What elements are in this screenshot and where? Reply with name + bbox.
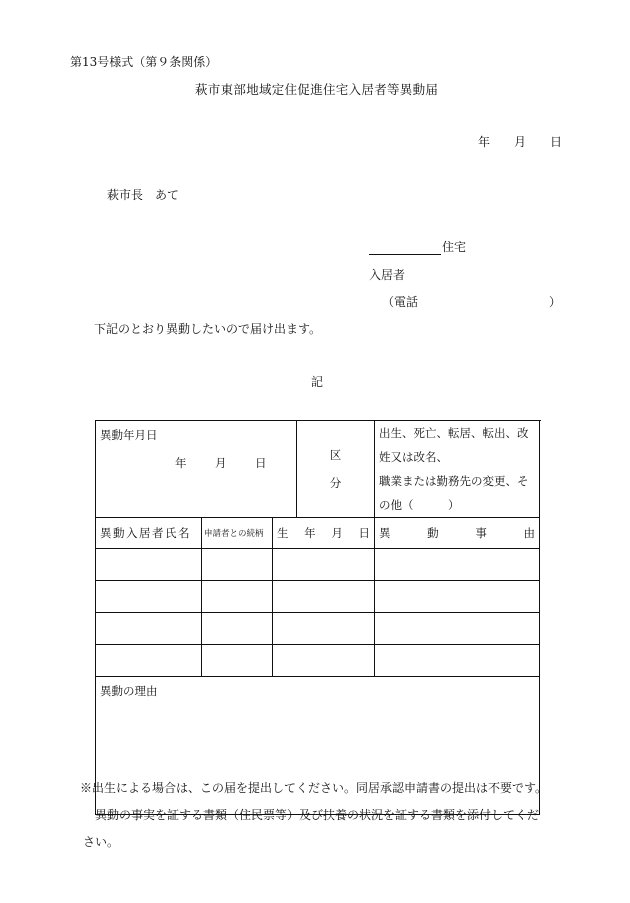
cell-birth[interactable] — [273, 613, 375, 645]
reason-3: 事 — [475, 526, 487, 540]
reason-1: 異 — [379, 526, 391, 540]
change-table — [95, 420, 540, 815]
header-row — [96, 518, 540, 549]
intro-text: 下記のとおり異動したいので届け出ます。 — [94, 322, 322, 336]
birth-d: 日 — [358, 526, 370, 540]
date-row — [96, 421, 540, 518]
cell-name[interactable] — [96, 581, 202, 613]
kubun-1: 区 — [329, 448, 342, 462]
date-line: 年 月 日 — [478, 135, 563, 149]
date-cell[interactable] — [96, 421, 297, 518]
kubun-options[interactable] — [375, 421, 540, 518]
birth-y: 年 — [304, 526, 316, 540]
housing-blank — [369, 242, 441, 255]
date-y: 年 — [175, 456, 187, 470]
document-title: 萩市東部地域定住促進住宅入居者等異動届 — [195, 82, 439, 97]
phone-close: ） — [549, 295, 562, 309]
cell-birth[interactable] — [273, 549, 375, 581]
cell-relation[interactable] — [202, 581, 273, 613]
cell-reason[interactable] — [375, 581, 540, 613]
cell-reason[interactable] — [375, 613, 540, 645]
birth-sei: 生 — [277, 526, 289, 540]
kubun-2: 分 — [329, 476, 342, 490]
date-d: 日 — [255, 456, 267, 470]
table-row — [96, 645, 540, 677]
date-m: 月 — [215, 456, 227, 470]
cell-reason[interactable] — [375, 645, 540, 677]
cell-relation[interactable] — [202, 613, 273, 645]
reason-spread — [379, 525, 535, 541]
cell-birth[interactable] — [273, 645, 375, 677]
ki-heading: 記 — [311, 375, 324, 389]
housing-line — [369, 238, 466, 255]
note-1: ※出生による場合は、この届を提出してください。同居承認申請書の提出は不要です。 — [80, 781, 548, 795]
note-2: 異動の事実を証する書類（住民票等）及び扶養の状況を証する書類を添付してくだ — [95, 808, 540, 822]
table-row — [96, 581, 540, 613]
cell-reason[interactable] — [375, 549, 540, 581]
cell-name[interactable] — [96, 549, 202, 581]
kubun-text-1: 出生、死亡、転居、転出、改姓又は改名、 — [379, 426, 529, 464]
col-reason — [375, 518, 540, 549]
reason-2: 動 — [427, 526, 439, 540]
addressee: 萩市長 あて — [107, 188, 180, 202]
phone-label: （電話 — [382, 295, 419, 309]
resident-label: 入居者 — [369, 268, 406, 282]
reason-4: 由 — [523, 526, 535, 540]
housing-label: 住宅 — [442, 240, 467, 254]
col-birth — [273, 518, 375, 549]
birth-spread — [277, 525, 370, 541]
cell-relation[interactable] — [202, 645, 273, 677]
note-3: さい。 — [83, 835, 120, 849]
table-row — [96, 549, 540, 581]
form-number: 第13号様式（第９条関係） — [70, 55, 218, 69]
birth-m: 月 — [331, 526, 343, 540]
col-name: 異動入居者氏名 — [96, 518, 202, 549]
col-relation: 申請者との続柄 — [202, 518, 273, 549]
cell-birth[interactable] — [273, 581, 375, 613]
kubun-text-2: 職業または勤務先の変更、その他（ ） — [379, 474, 529, 512]
table-row — [96, 613, 540, 645]
date-ymd — [100, 455, 292, 471]
cell-relation[interactable] — [202, 549, 273, 581]
reason-label: 異動の理由 — [100, 684, 158, 698]
cell-name[interactable] — [96, 613, 202, 645]
kubun-label-cell — [297, 421, 375, 518]
date-label: 異動年月日 — [100, 428, 158, 442]
cell-name[interactable] — [96, 645, 202, 677]
